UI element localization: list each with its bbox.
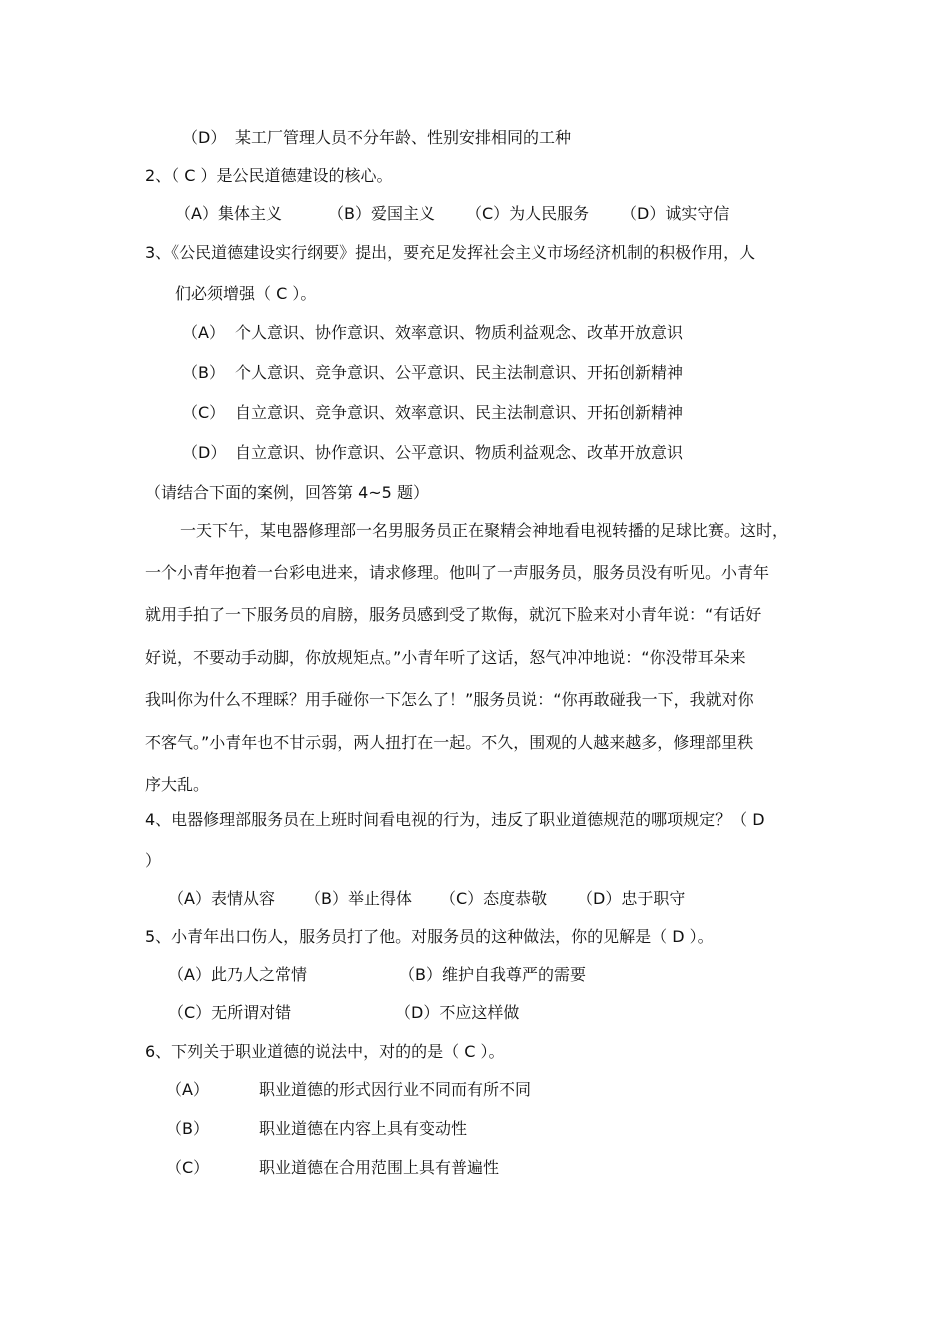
- q4-option-a: （A）表情从容: [168, 889, 275, 908]
- q3-text-line1: 3、《公民道德建设实行纲要》提出，要充足发挥社会主义市场经济机制的积极作用，人: [145, 243, 756, 262]
- q5-text: 5、小青年出口伤人，服务员打了他。对服务员的这种做法，你的见解是（ D ）。: [145, 927, 714, 946]
- option-text: 自立意识、协作意识、公平意识、物质利益观念、改革开放意识: [235, 443, 684, 462]
- q2-option-a: （A）集体主义: [175, 204, 282, 223]
- q4-option-c: （C）态度恭敬: [440, 889, 548, 908]
- q2-option-c: （C）为人民服务: [466, 204, 590, 223]
- q5-option-d: （D）不应这样做: [395, 1003, 520, 1022]
- option-text: 个人意识、竞争意识、公平意识、民主法制意识、开拓创新精神: [235, 363, 684, 382]
- q5-option-b: （B）维护自我尊严的需要: [399, 965, 586, 984]
- q4-option-b: （B）举止得体: [305, 889, 412, 908]
- option-label: （D）: [182, 443, 227, 462]
- option-label: （C）: [182, 403, 226, 422]
- option-text: 职业道德的形式因行业不同而有所不同: [259, 1080, 532, 1099]
- q3-text-line2: 们必须增强（ C ）。: [175, 284, 317, 303]
- case-line: 一天下午，某电器修理部一名男服务员正在聚精会神地看电视转播的足球比赛。这时，: [180, 521, 789, 540]
- case-line: 就用手拍了一下服务员的肩膀，服务员感到受了欺侮，就沉下脸来对小青年说：“有话好: [145, 605, 762, 624]
- case-line: 我叫你为什么不理睬？用手碰你一下怎么了！”服务员说：“你再敢碰我一下，我就对你: [145, 690, 754, 709]
- q4-text-line1: 4、电器修理部服务员在上班时间看电视的行为，违反了职业道德规范的哪项规定？（ D: [145, 810, 765, 829]
- q6-text: 6、下列关于职业道德的说法中，对的的是（ C ）。: [145, 1042, 505, 1061]
- case-line: 不客气。”小青年也不甘示弱，两人扭打在一起。不久，围观的人越来越多，修理部里秩: [145, 733, 754, 752]
- q5-option-c: （C）无所谓对错: [168, 1003, 292, 1022]
- option-label: （C）: [166, 1158, 210, 1177]
- q2-option-d: （D）诚实守信: [621, 204, 730, 223]
- option-label: （B）: [182, 363, 225, 382]
- option-text: 某工厂管理人员不分年龄、性别安排相同的工种: [235, 128, 572, 147]
- option-label: （A）: [182, 323, 225, 342]
- q2-option-b: （B）爱国主义: [328, 204, 435, 223]
- case-line: 序大乱。: [145, 775, 210, 794]
- case-line: 一个小青年抱着一台彩电进来，请求修理。他叫了一声服务员，服务员没有听见。小青年: [145, 563, 770, 582]
- q4-text-line2: ）: [145, 851, 162, 870]
- q5-option-a: （A）此乃人之常情: [168, 965, 307, 984]
- option-text: 职业道德在合用范围上具有普遍性: [259, 1158, 500, 1177]
- option-label: （D）: [182, 128, 227, 147]
- option-text: 职业道德在内容上具有变动性: [259, 1119, 468, 1138]
- q4-option-d: （D）忠于职守: [577, 889, 686, 908]
- option-label: （A）: [166, 1080, 209, 1099]
- case-intro: （请结合下面的案例，回答第 4~5 题）: [145, 483, 429, 502]
- option-text: 个人意识、协作意识、效率意识、物质利益观念、改革开放意识: [235, 323, 684, 342]
- option-text: 自立意识、竞争意识、效率意识、民主法制意识、开拓创新精神: [235, 403, 684, 422]
- q2-text: 2、（ C ）是公民道德建设的核心。: [145, 166, 393, 185]
- case-line: 好说，不要动手动脚，你放规矩点。”小青年听了这话，怒气冲冲地说：“你没带耳朵来: [145, 648, 746, 667]
- option-label: （B）: [166, 1119, 209, 1138]
